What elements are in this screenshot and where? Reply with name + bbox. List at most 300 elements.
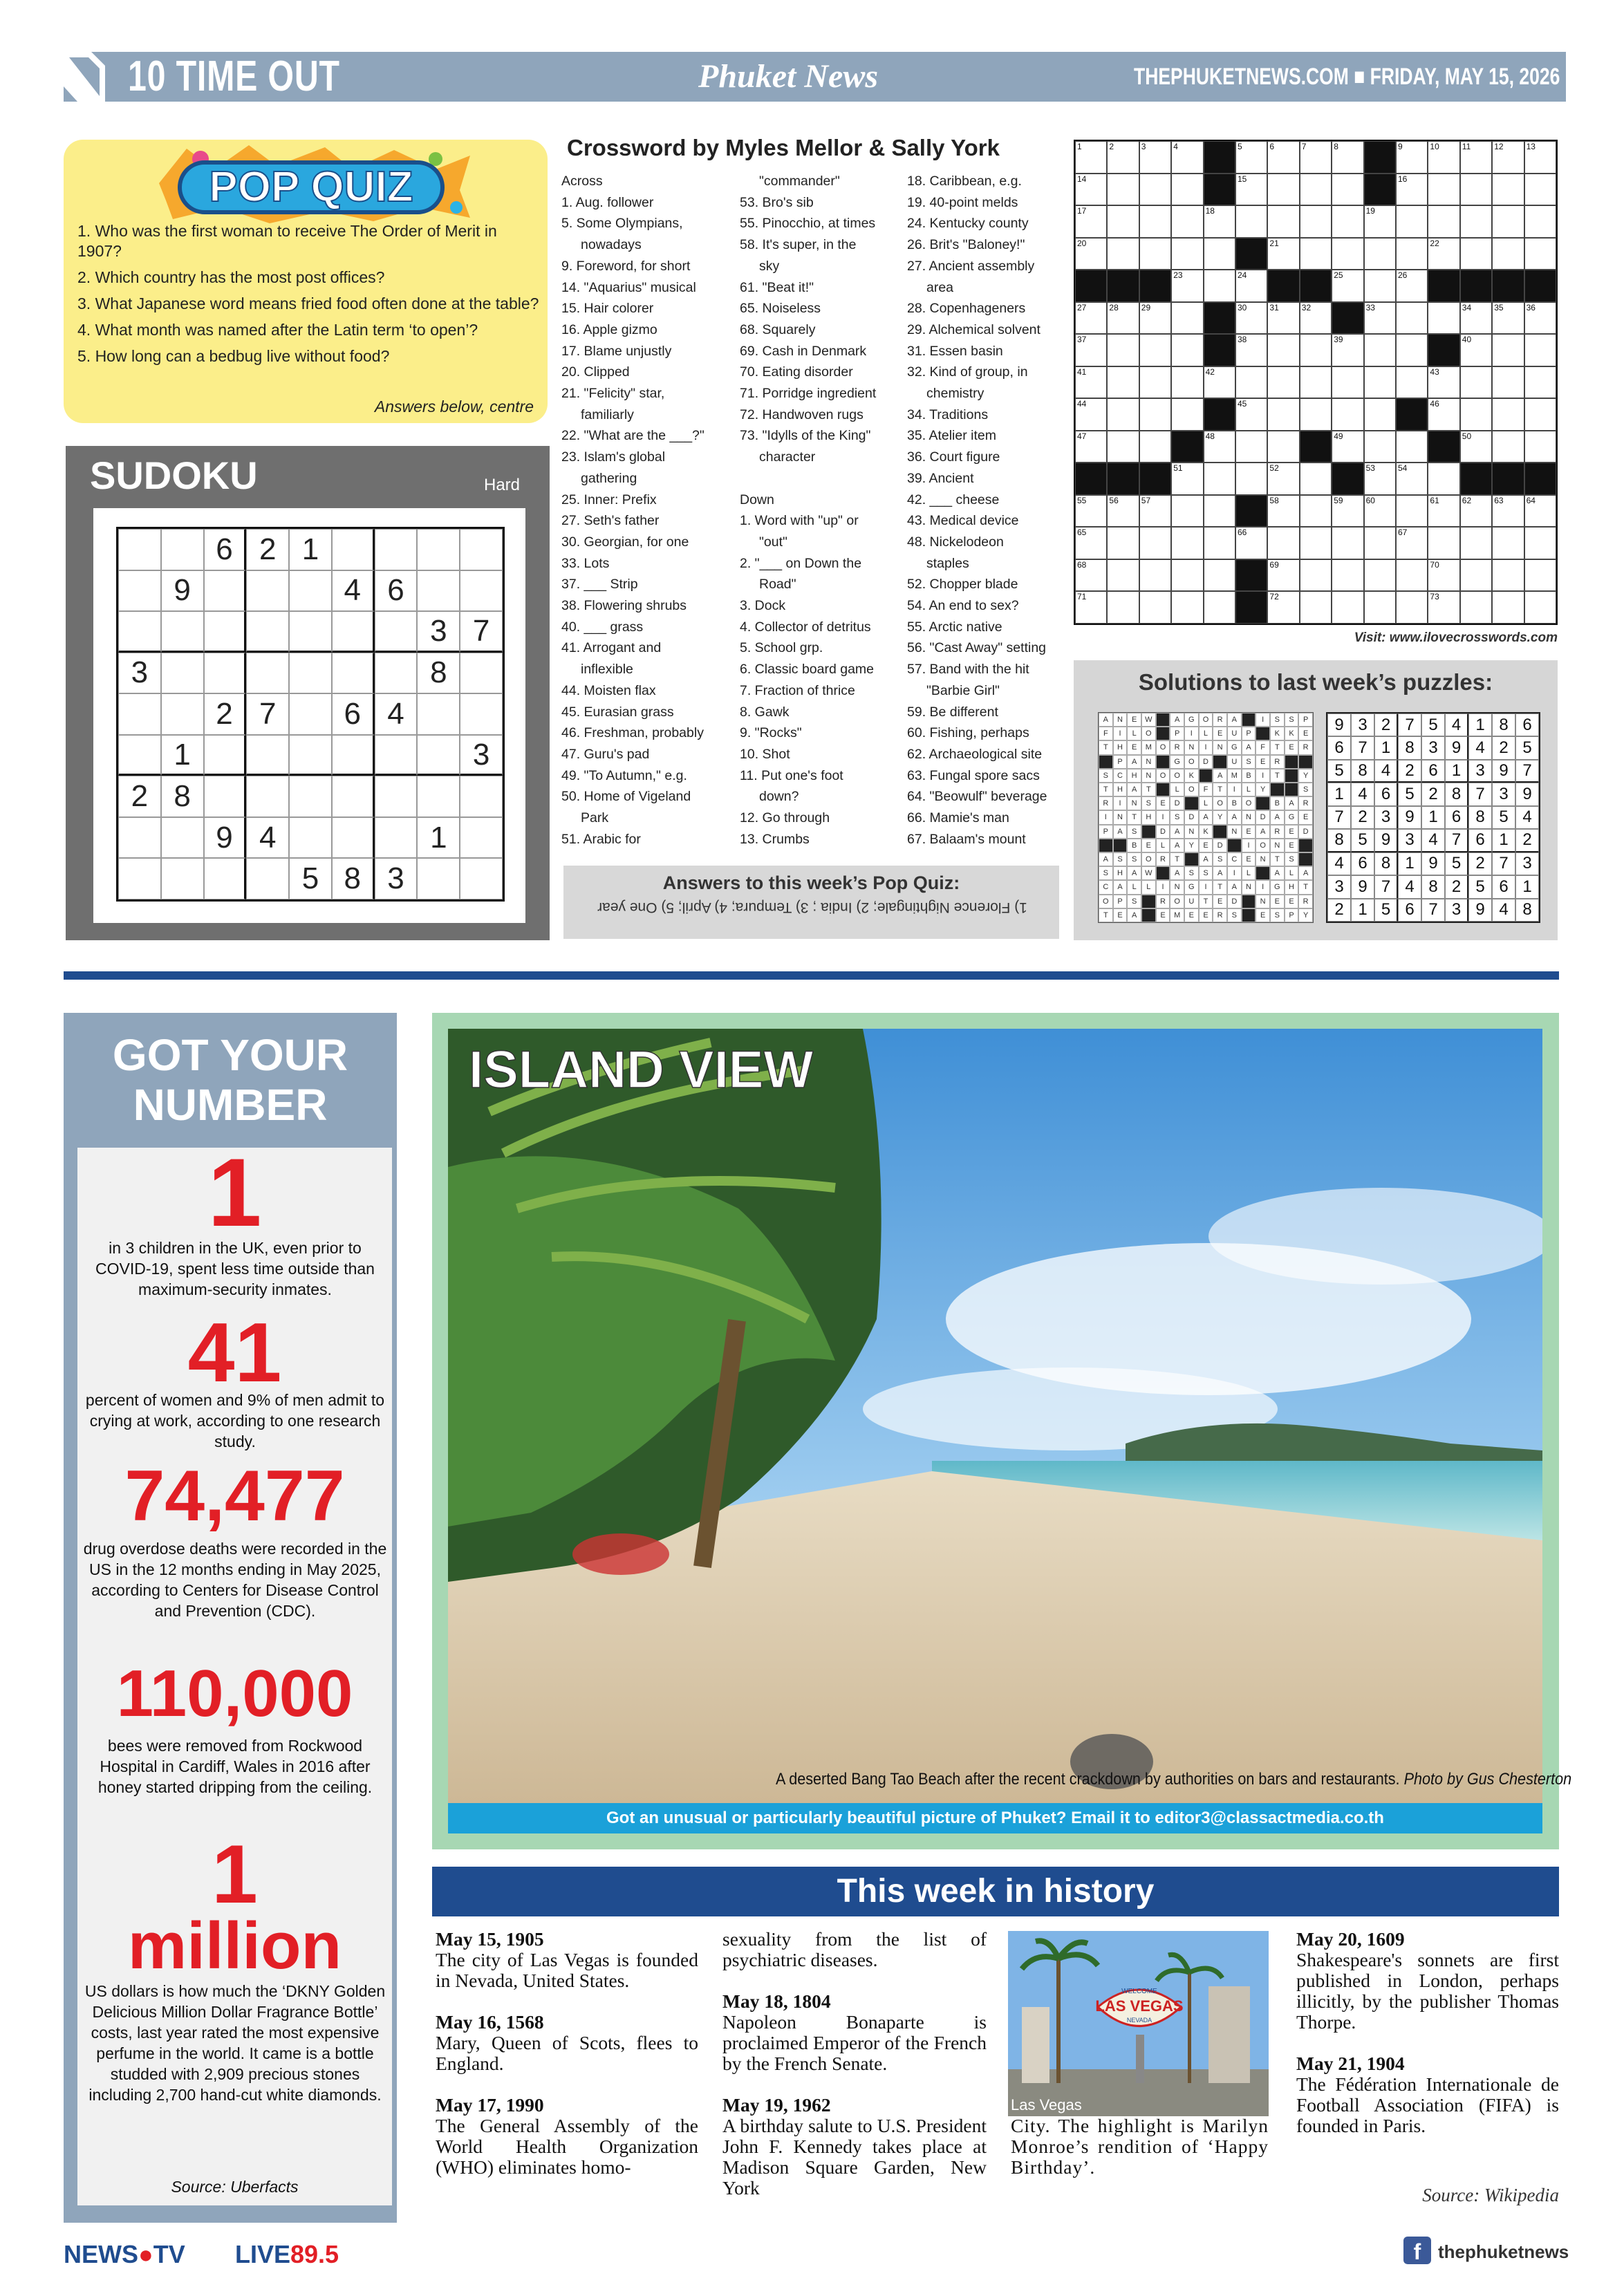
sudoku-cell[interactable]: 1 <box>417 817 460 859</box>
crossword-cell[interactable] <box>1139 527 1171 559</box>
sudoku-cell[interactable] <box>375 611 418 653</box>
crossword-cell[interactable]: 62 <box>1460 495 1492 528</box>
las-vegas-photo[interactable] <box>1008 1931 1269 2116</box>
crossword-cell[interactable]: 49 <box>1332 431 1363 463</box>
crossword-cell[interactable] <box>1267 431 1299 463</box>
history-date: May 18, 1804 <box>722 1990 831 2012</box>
sudoku-cell[interactable]: 9 <box>204 817 247 859</box>
crossword-cell[interactable] <box>1524 174 1556 206</box>
sudoku-cell[interactable] <box>460 693 503 735</box>
crossword-cell[interactable] <box>1332 238 1363 270</box>
sudoku-cell[interactable]: 7 <box>246 693 289 735</box>
crossword-cell[interactable] <box>1460 238 1492 270</box>
crossword-cell[interactable]: 57 <box>1139 495 1171 528</box>
crossword-cell[interactable] <box>1107 366 1139 399</box>
crossword-cell[interactable]: 28 <box>1107 302 1139 335</box>
crossword-cell[interactable]: 45 <box>1235 398 1267 431</box>
solution-cell: O <box>1170 895 1184 908</box>
sudoku-cell[interactable] <box>161 529 204 570</box>
solution-cell: E <box>1156 796 1170 810</box>
crossword-cell[interactable] <box>1235 431 1267 463</box>
sudoku-cell[interactable] <box>161 693 204 735</box>
sudoku-cell[interactable] <box>289 693 332 735</box>
crossword-cell[interactable] <box>1204 238 1235 270</box>
sudoku-cell[interactable] <box>289 570 332 612</box>
crossword-cell[interactable] <box>1171 334 1203 366</box>
crossword-cell[interactable] <box>1171 205 1203 238</box>
sudoku-cell[interactable] <box>375 735 418 776</box>
sudoku-cell[interactable]: 3 <box>460 735 503 776</box>
crossword-cell[interactable] <box>1492 205 1524 238</box>
sudoku-cell[interactable] <box>118 529 161 570</box>
sudoku-cell[interactable]: 9 <box>161 570 204 612</box>
sudoku-cell[interactable] <box>246 858 289 899</box>
crossword-cell[interactable] <box>1300 463 1332 495</box>
news-tv-logo[interactable] <box>64 2240 185 2269</box>
crossword-cell[interactable] <box>1524 527 1556 559</box>
crossword-cell[interactable]: 2 <box>1107 141 1139 174</box>
crossword-cell[interactable]: 23 <box>1171 270 1203 302</box>
solution-block <box>1227 839 1242 852</box>
crossword-cell[interactable] <box>1524 205 1556 238</box>
sudoku-cell[interactable]: 4 <box>246 817 289 859</box>
crossword-cell[interactable]: 43 <box>1428 366 1459 399</box>
crossword-cell[interactable] <box>1139 334 1171 366</box>
crossword-cell[interactable] <box>1171 398 1203 431</box>
crossword-cell[interactable] <box>1524 398 1556 431</box>
crossword-cell[interactable] <box>1492 334 1524 366</box>
crossword-cell[interactable] <box>1171 527 1203 559</box>
crossword-cell[interactable] <box>1267 334 1299 366</box>
crossword-cell[interactable] <box>1332 398 1363 431</box>
crossword-cell[interactable] <box>1492 431 1524 463</box>
sudoku-cell[interactable] <box>375 817 418 859</box>
live-label: LIVE <box>235 2240 291 2268</box>
crossword-cell[interactable] <box>1300 238 1332 270</box>
crossword-cell[interactable]: 69 <box>1267 559 1299 592</box>
crossword-cell[interactable] <box>1332 174 1363 206</box>
sudoku-cell[interactable] <box>161 817 204 859</box>
crossword-cell[interactable]: 24 <box>1235 270 1267 302</box>
crossword-cell[interactable]: 27 <box>1075 302 1107 335</box>
crossword-cell[interactable] <box>1460 174 1492 206</box>
crossword-cell[interactable] <box>1364 591 1396 624</box>
crossword-cell[interactable]: 19 <box>1364 205 1396 238</box>
crossword-cell[interactable]: 12 <box>1492 141 1524 174</box>
crossword-cell[interactable]: 1 <box>1075 141 1107 174</box>
crossword-cell[interactable] <box>1460 559 1492 592</box>
sudoku-cell[interactable] <box>460 570 503 612</box>
crossword-cell[interactable] <box>1524 334 1556 366</box>
crossword-cell[interactable] <box>1139 398 1171 431</box>
sudoku-cell[interactable] <box>118 735 161 776</box>
crossword-cell[interactable]: 37 <box>1075 334 1107 366</box>
sudoku-cell[interactable] <box>204 611 247 653</box>
crossword-cell[interactable]: 25 <box>1332 270 1363 302</box>
solution-block <box>1256 727 1270 740</box>
sudoku-cell[interactable] <box>246 653 289 694</box>
solution-sudoku-cell: 5 <box>1421 713 1445 736</box>
crossword-cell[interactable]: 55 <box>1075 495 1107 528</box>
sudoku-cell[interactable] <box>246 735 289 776</box>
sudoku-cell[interactable] <box>332 611 375 653</box>
crossword-cell[interactable]: 39 <box>1332 334 1363 366</box>
crossword-cell[interactable]: 8 <box>1332 141 1363 174</box>
crossword-cell[interactable] <box>1332 591 1363 624</box>
crossword-cell[interactable] <box>1460 591 1492 624</box>
crossword-cell[interactable] <box>1460 527 1492 559</box>
crossword-cell[interactable] <box>1171 366 1203 399</box>
sudoku-cell[interactable]: 8 <box>417 653 460 694</box>
crossword-clue: 52. Chopper blade <box>907 577 1018 592</box>
crossword-cell[interactable]: 71 <box>1075 591 1107 624</box>
crossword-cell[interactable]: 47 <box>1075 431 1107 463</box>
crossword-cell[interactable]: 46 <box>1428 398 1459 431</box>
sudoku-cell[interactable] <box>417 570 460 612</box>
crossword-cell[interactable]: 26 <box>1396 270 1428 302</box>
crossword-cell[interactable]: 18 <box>1204 205 1235 238</box>
crossword-cell[interactable] <box>1171 559 1203 592</box>
sudoku-cell[interactable]: 2 <box>246 529 289 570</box>
crossword-cell[interactable] <box>1267 527 1299 559</box>
solution-cell: M <box>1141 740 1156 754</box>
sudoku-cell[interactable] <box>204 858 247 899</box>
crossword-cell[interactable] <box>1396 495 1428 528</box>
crossword-cell[interactable]: 73 <box>1428 591 1459 624</box>
crossword-cell[interactable] <box>1428 463 1459 495</box>
crossword-cell[interactable]: 67 <box>1396 527 1428 559</box>
sudoku-cell[interactable] <box>332 735 375 776</box>
crossword-cell[interactable]: 40 <box>1460 334 1492 366</box>
crossword-cell[interactable]: 7 <box>1300 141 1332 174</box>
sudoku-cell[interactable] <box>204 776 247 817</box>
crossword-cell[interactable]: 34 <box>1460 302 1492 335</box>
crossword-cell[interactable]: 66 <box>1235 527 1267 559</box>
sudoku-cell[interactable]: 8 <box>332 858 375 899</box>
crossword-cell[interactable] <box>1364 431 1396 463</box>
sudoku-cell[interactable] <box>289 776 332 817</box>
crossword-cell[interactable] <box>1139 431 1171 463</box>
crossword-cell[interactable] <box>1492 559 1524 592</box>
sudoku-cell[interactable]: 3 <box>118 653 161 694</box>
crossword-cell[interactable] <box>1492 366 1524 399</box>
crossword-cell[interactable] <box>1171 591 1203 624</box>
crossword-cell[interactable]: 56 <box>1107 495 1139 528</box>
crossword-cell[interactable] <box>1460 398 1492 431</box>
crossword-cell[interactable] <box>1204 559 1235 592</box>
crossword-cell[interactable] <box>1492 174 1524 206</box>
crossword-cell[interactable] <box>1171 495 1203 528</box>
crossword-cell[interactable]: 61 <box>1428 495 1459 528</box>
crossword-cell[interactable] <box>1107 174 1139 206</box>
crossword-cell[interactable] <box>1524 366 1556 399</box>
crossword-cell[interactable] <box>1332 559 1363 592</box>
crossword-cell[interactable]: 38 <box>1235 334 1267 366</box>
sudoku-cell[interactable] <box>332 817 375 859</box>
crossword-website[interactable]: Visit: www.ilovecrosswords.com <box>1354 631 1558 645</box>
sudoku-cell[interactable] <box>289 735 332 776</box>
crossword-cell[interactable] <box>1139 559 1171 592</box>
crossword-clue: 45. Eurasian grass <box>561 704 674 720</box>
facebook-handle[interactable]: thephuketnews <box>1438 2241 1569 2262</box>
sudoku-cell[interactable] <box>161 611 204 653</box>
crossword-cell[interactable]: 50 <box>1460 431 1492 463</box>
crossword-cell[interactable] <box>1107 559 1139 592</box>
solution-cell: A <box>1127 783 1141 796</box>
crossword-cell[interactable]: 41 <box>1075 366 1107 399</box>
crossword-cell[interactable] <box>1235 205 1267 238</box>
sudoku-cell[interactable]: 6 <box>375 570 418 612</box>
crossword-cell[interactable]: 33 <box>1364 302 1396 335</box>
crossword-cell[interactable] <box>1364 527 1396 559</box>
sudoku-cell[interactable]: 6 <box>332 693 375 735</box>
crossword-cell[interactable]: 22 <box>1428 238 1459 270</box>
sudoku-cell[interactable]: 8 <box>161 776 204 817</box>
crossword-cell[interactable] <box>1267 398 1299 431</box>
crossword-cell[interactable] <box>1524 431 1556 463</box>
crossword-cell[interactable] <box>1460 205 1492 238</box>
crossword-cell[interactable] <box>1204 527 1235 559</box>
crossword-cell[interactable]: 65 <box>1075 527 1107 559</box>
crossword-cell[interactable]: 13 <box>1524 141 1556 174</box>
sudoku-cell[interactable] <box>460 529 503 570</box>
crossword-cell[interactable]: 51 <box>1171 463 1203 495</box>
crossword-cell[interactable] <box>1364 366 1396 399</box>
crossword-cell[interactable]: 10 <box>1428 141 1459 174</box>
sudoku-cell[interactable]: 4 <box>375 693 418 735</box>
sudoku-cell[interactable]: 7 <box>460 611 503 653</box>
crossword-cell[interactable]: 63 <box>1492 495 1524 528</box>
sudoku-cell[interactable]: 5 <box>289 858 332 899</box>
crossword-cell[interactable] <box>1492 591 1524 624</box>
crossword-cell[interactable] <box>1524 591 1556 624</box>
crossword-cell[interactable] <box>1332 366 1363 399</box>
crossword-cell[interactable]: 36 <box>1524 302 1556 335</box>
crossword-cell[interactable] <box>1139 174 1171 206</box>
sudoku-cell[interactable] <box>375 529 418 570</box>
crossword-block <box>1204 174 1235 206</box>
sudoku-cell[interactable] <box>289 653 332 694</box>
crossword-cell[interactable] <box>1300 398 1332 431</box>
crossword-cell[interactable] <box>1107 238 1139 270</box>
sudoku-cell[interactable] <box>460 858 503 899</box>
sudoku-cell[interactable] <box>332 529 375 570</box>
crossword-cell[interactable]: 4 <box>1171 141 1203 174</box>
crossword-cell[interactable] <box>1139 238 1171 270</box>
sudoku-cell[interactable]: 2 <box>204 693 247 735</box>
crossword-cell[interactable]: 32 <box>1300 302 1332 335</box>
crossword-cell[interactable] <box>1492 527 1524 559</box>
crossword-cell[interactable]: 15 <box>1235 174 1267 206</box>
crossword-cell[interactable]: 53 <box>1364 463 1396 495</box>
sudoku-cell[interactable] <box>417 776 460 817</box>
crossword-cell[interactable]: 58 <box>1267 495 1299 528</box>
crossword-cell[interactable] <box>1332 527 1363 559</box>
crossword-cell[interactable] <box>1300 591 1332 624</box>
sudoku-cell[interactable] <box>375 653 418 694</box>
sudoku-cell[interactable]: 3 <box>375 858 418 899</box>
crossword-cell[interactable] <box>1396 431 1428 463</box>
crossword-cell[interactable] <box>1300 334 1332 366</box>
crossword-cell[interactable]: 14 <box>1075 174 1107 206</box>
crossword-cell[interactable]: 17 <box>1075 205 1107 238</box>
crossword-cell[interactable] <box>1396 559 1428 592</box>
sudoku-cell[interactable] <box>118 693 161 735</box>
crossword-cell[interactable] <box>1428 527 1459 559</box>
crossword-cell[interactable]: 42 <box>1204 366 1235 399</box>
sudoku-cell[interactable]: 3 <box>417 611 460 653</box>
sudoku-cell[interactable] <box>118 611 161 653</box>
sudoku-cell[interactable] <box>460 653 503 694</box>
crossword-cell[interactable] <box>1364 334 1396 366</box>
crossword-cell[interactable] <box>1171 302 1203 335</box>
sudoku-cell[interactable] <box>204 570 247 612</box>
submit-photo-text[interactable]: Got an unusual or particularly beautiful picture of Phuket? Email it to editor3@classactmedia.co.th <box>606 1809 1384 1827</box>
crossword-cell[interactable]: 3 <box>1139 141 1171 174</box>
crossword-clue: 4. Collector of detritus <box>740 619 871 635</box>
crossword-cell[interactable] <box>1332 205 1363 238</box>
crossword-cell[interactable]: 20 <box>1075 238 1107 270</box>
crossword-cell[interactable] <box>1300 559 1332 592</box>
sudoku-cell[interactable]: 4 <box>332 570 375 612</box>
crossword-cell[interactable]: 59 <box>1332 495 1363 528</box>
crossword-cell[interactable] <box>1428 302 1459 335</box>
live-radio-logo[interactable] <box>235 2240 339 2269</box>
solution-cell: S <box>1199 866 1213 880</box>
crossword-cell[interactable] <box>1139 366 1171 399</box>
crossword-cell[interactable]: 29 <box>1139 302 1171 335</box>
crossword-cell[interactable] <box>1524 559 1556 592</box>
sudoku-cell[interactable] <box>460 817 503 859</box>
crossword-cell[interactable] <box>1300 366 1332 399</box>
crossword-cell[interactable] <box>1524 238 1556 270</box>
crossword-cell[interactable] <box>1396 238 1428 270</box>
sudoku-cell[interactable]: 6 <box>204 529 247 570</box>
crossword-cell[interactable] <box>1364 238 1396 270</box>
sudoku-cell[interactable] <box>375 776 418 817</box>
sudoku-cell[interactable]: 2 <box>118 776 161 817</box>
crossword-cell[interactable]: 44 <box>1075 398 1107 431</box>
sudoku-cell[interactable] <box>332 776 375 817</box>
crossword-cell[interactable] <box>1300 527 1332 559</box>
facebook-icon[interactable]: f <box>1403 2237 1431 2264</box>
crossword-cell[interactable] <box>1428 174 1459 206</box>
sudoku-cell[interactable]: 1 <box>161 735 204 776</box>
crossword-cell[interactable] <box>1300 174 1332 206</box>
crossword-cell[interactable]: 52 <box>1267 463 1299 495</box>
crossword-cell[interactable] <box>1492 238 1524 270</box>
crossword-cell[interactable] <box>1107 431 1139 463</box>
crossword-cell[interactable] <box>1300 205 1332 238</box>
sudoku-cell[interactable] <box>417 735 460 776</box>
sudoku-cell[interactable] <box>289 817 332 859</box>
crossword-cell[interactable] <box>1107 591 1139 624</box>
sudoku-cell[interactable] <box>204 735 247 776</box>
crossword-cell[interactable]: 5 <box>1235 141 1267 174</box>
crossword-cell[interactable] <box>1364 270 1396 302</box>
sudoku-cell[interactable] <box>417 693 460 735</box>
crossword-cell[interactable] <box>1204 591 1235 624</box>
site-url[interactable]: THEPHUKETNEWS.COM <box>1134 64 1349 90</box>
crossword-cell[interactable]: 72 <box>1267 591 1299 624</box>
crossword-cell[interactable]: 35 <box>1492 302 1524 335</box>
crossword-cell[interactable]: 68 <box>1075 559 1107 592</box>
crossword-cell[interactable] <box>1396 334 1428 366</box>
sudoku-cell[interactable]: 1 <box>289 529 332 570</box>
crossword-cell[interactable]: 48 <box>1204 431 1235 463</box>
sudoku-cell[interactable] <box>417 529 460 570</box>
crossword-cell[interactable] <box>1235 366 1267 399</box>
crossword-cell[interactable]: 21 <box>1267 238 1299 270</box>
crossword-cell[interactable] <box>1428 205 1459 238</box>
beach-photo[interactable] <box>448 1029 1542 1803</box>
crossword-cell[interactable] <box>1396 366 1428 399</box>
crossword-cell[interactable] <box>1492 398 1524 431</box>
crossword-cell[interactable] <box>1171 238 1203 270</box>
crossword-cell[interactable] <box>1171 174 1203 206</box>
crossword-cell[interactable] <box>1107 205 1139 238</box>
quiz-question: 4. What month was named after the Latin term ‘to open’? <box>77 321 478 339</box>
sudoku-cell[interactable] <box>246 611 289 653</box>
sudoku-cell[interactable] <box>460 776 503 817</box>
crossword-cell[interactable] <box>1139 205 1171 238</box>
crossword-cell[interactable] <box>1396 591 1428 624</box>
sudoku-cell[interactable] <box>332 653 375 694</box>
crossword-cell[interactable]: 54 <box>1396 463 1428 495</box>
sudoku-grid[interactable] <box>116 527 505 902</box>
crossword-cell[interactable] <box>1364 559 1396 592</box>
crossword-cell[interactable]: 64 <box>1524 495 1556 528</box>
crossword-cell[interactable]: 31 <box>1267 302 1299 335</box>
sudoku-cell[interactable] <box>118 570 161 612</box>
crossword-cell[interactable]: 9 <box>1396 141 1428 174</box>
crossword-cell[interactable]: 70 <box>1428 559 1459 592</box>
crossword-cell[interactable] <box>1139 591 1171 624</box>
crossword-cell[interactable]: 30 <box>1235 302 1267 335</box>
crossword-cell[interactable]: 60 <box>1364 495 1396 528</box>
sudoku-cell[interactable] <box>118 817 161 859</box>
crossword-cell[interactable] <box>1235 463 1267 495</box>
crossword-cell[interactable] <box>1267 205 1299 238</box>
crossword-cell[interactable] <box>1364 398 1396 431</box>
crossword-cell[interactable]: 16 <box>1396 174 1428 206</box>
crossword-cell[interactable]: 11 <box>1460 141 1492 174</box>
crossword-grid[interactable] <box>1074 140 1558 625</box>
sudoku-cell[interactable] <box>246 570 289 612</box>
crossword-cell[interactable] <box>1107 527 1139 559</box>
crossword-cell[interactable] <box>1204 270 1235 302</box>
crossword-cell[interactable] <box>1460 366 1492 399</box>
crossword-cell[interactable] <box>1107 334 1139 366</box>
crossword-cell[interactable] <box>1396 205 1428 238</box>
sudoku-cell[interactable] <box>161 858 204 899</box>
sudoku-cell[interactable] <box>118 858 161 899</box>
sudoku-cell[interactable] <box>161 653 204 694</box>
sudoku-cell[interactable] <box>289 611 332 653</box>
crossword-cell[interactable]: 6 <box>1267 141 1299 174</box>
crossword-cell[interactable] <box>1107 398 1139 431</box>
crossword-cell[interactable] <box>1396 302 1428 335</box>
crossword-cell[interactable] <box>1267 174 1299 206</box>
solution-cell: T <box>1270 769 1285 783</box>
crossword-cell[interactable] <box>1267 366 1299 399</box>
crossword-cell[interactable] <box>1300 495 1332 528</box>
crossword-cell[interactable] <box>1204 495 1235 528</box>
sudoku-cell[interactable] <box>417 858 460 899</box>
crossword-cell[interactable] <box>1204 463 1235 495</box>
sudoku-cell[interactable] <box>246 776 289 817</box>
sudoku-cell[interactable] <box>204 653 247 694</box>
